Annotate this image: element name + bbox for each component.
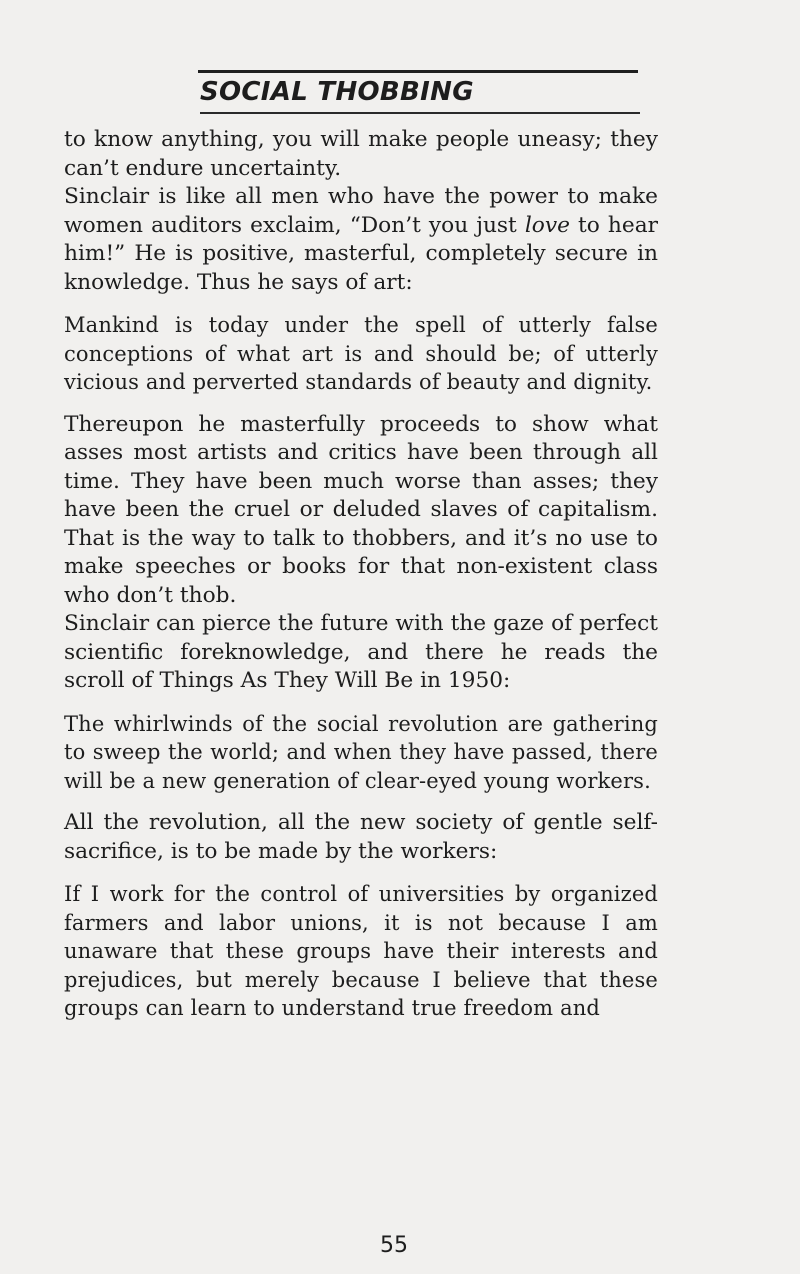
- paragraph-4: Sinclair can pierce the future with the gaze of perfect scientific foreknowledge, and there he reads the scroll of Things As They Will Be in 1950:: [64, 611, 658, 693]
- top-rule: [198, 70, 638, 73]
- quote-2: The whirlwinds of the social revolution are gathering to sweep the world; and when they have passed, there will be a new generation of clear-eyed young workers.: [64, 711, 658, 793]
- paragraph-2-prefix: Sinclair is like all men who have the power to make women auditors exclaim, “Don’t you just: [64, 184, 658, 238]
- page-body: [64, 126, 658, 1023]
- running-head: SOCIAL THOBBING: [200, 77, 474, 107]
- paragraph-5: All the revolution, all the new society of gentle self-sacrifice, is to be made by the workers:: [64, 810, 658, 864]
- page-number: 55: [380, 1233, 408, 1258]
- header-underline: [200, 112, 640, 114]
- paragraph-2-emphasis: love: [524, 212, 570, 238]
- paragraph-3: Thereupon he masterfully proceeds to show what asses most artists and critics have been through all time. They have been much worse than asses; they have been the cruel or deluded slaves of capitalism. That is the way to talk to thobbers, and it’s no use to make speeches or books for that non-existent class who don’t thob.: [64, 411, 658, 608]
- quote-3: If I work for the control of universities by organized farmers and labor unions, it is not because I am unaware that these groups have their interests and prejudices, but merely because I believe that these groups can learn to understand true freedom and: [64, 882, 658, 1020]
- quote-1: Mankind is today under the spell of utterly false conceptions of what art is and should be; of utterly vicious and perverted standards of beauty and dignity.: [64, 313, 658, 394]
- paragraph-2-suffix: to hear him!” He is positive, masterful, completely secure in knowledge. Thus he says of art:: [64, 212, 658, 295]
- paragraph-1: to know anything, you will make people uneasy; they can’t endure uncertainty.: [64, 127, 658, 181]
- paragraph-2: [64, 183, 658, 297]
